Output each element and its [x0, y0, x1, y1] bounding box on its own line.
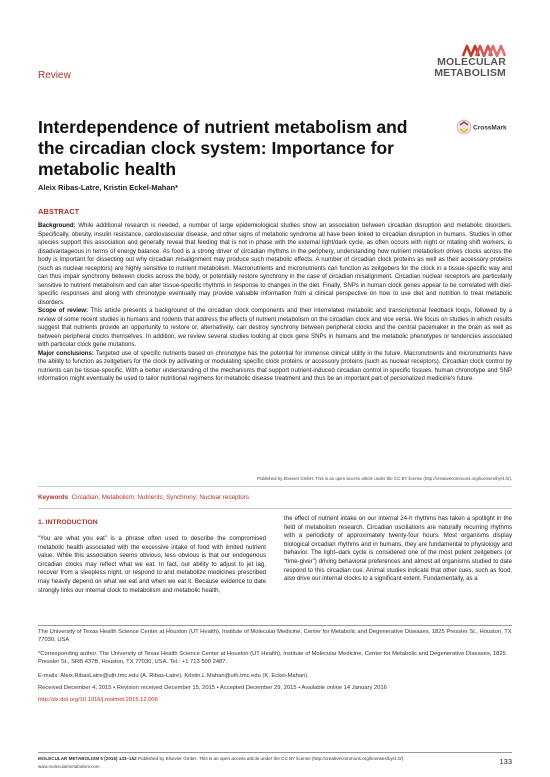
scope-text: This article presents a background of the circadian clock components and their interrelated metabolic and transcriptional feedback loops, followed by a review of some recent studies in humans and rodents that address the effects of nutrient metabolism on the circadian clock and vice versa. We focus on studies in which results suggest that nutrients provide an opportunity to restore or, alternatively, can destroy synchrony between peripheral clocks and the central pacemaker in the brain as well as between peripheral clocks themselves. In addition, we review several studies looking at clock gene SNPs in humans and the metabolic phenotypes or tendencies associated with particular clock gene mutations. [38, 307, 512, 348]
publication-note: Published by Elsevier GmbH. This is an open access article under the CC BY license (http://creativecommons.org/licenses/by/4.0/). [257, 476, 512, 481]
footer-license: Published by Elsevier GmbH. This is an open access article under the CC BY license (http://creativecommons.org/licenses/by/4.0/). [136, 756, 405, 761]
divider [38, 508, 512, 509]
introduction-heading: 1. INTRODUCTION [38, 519, 98, 526]
crossmark-icon [456, 119, 512, 135]
conclusions-text: Targeted use of specific nutrients based on chronotype has the potential for immense clinical utility in the future. Macronutrients and micronutrients have the ability to function as zeitgebers for the clock by activating or modulating specific clock proteins or accessory proteins (such as nuclear receptors). Circadian clock control by nutrients can be tissue-specific. With a better understanding of the mechanisms that support nutrient-induced circadian control in specific tissues, human chronotype and SNP information might eventually be used to tailor nutritional regimens for metabolic disease treatment and thus be an important part of personalized medicine's future. [38, 349, 513, 382]
author-emails[interactable]: E-mails: Aleix.RibasLatre@uth.tmc.edu (A. Ribas-Latre), Kristin.L.Mahan@uth.tmc.edu (K. Eckel-Mahan). [38, 673, 309, 679]
doi-link[interactable]: http://dx.doi.org/10.1016/j.molmet.2015.12.006 [38, 697, 158, 703]
keywords-line [38, 494, 512, 501]
divider [38, 486, 512, 487]
journal-logo [416, 44, 506, 79]
journal-website[interactable]: www.molecularmetabolism.com [38, 764, 100, 769]
introduction-right-column: the effect of nutrient intake on our internal 24-h rhythms has taken a spotlight in the field of metabolism research. Circadian oscillations are naturally recurring rhythms with a periodicity of approximately twenty-four hours. Most organisms display biological circadian rhythms and in humans, they are fundamental to physiology and behavior. The light–dark cycle is considered one of the most potent zeitgebers (or “time-giver”) driving behavioral preferences and almost all organisms studied to date respond to this circadian cue. Animal studies indicate that other cues, such as food, also drive our internal clocks to a significant extent. Fundamentally, as a [284, 515, 512, 583]
logo-line1: MOLECULAR [437, 56, 506, 68]
keywords-label: Keywords [38, 494, 69, 501]
abstract-heading: ABSTRACT [38, 207, 80, 216]
corresponding-author: *Corresponding author. The University of Texas Health Science Center at Houston (UT Health), Institute of Molecular Medicine, Center for Metabolic and Degenerative Diseases, 1825 Pressler St., SRB 437B, Houston, TX 77030, USA. Tel.: +1 713 500 2487. [38, 651, 506, 666]
keywords-list: Circadian; Metabolism; Nutrients; Synchrony; Nuclear receptors [71, 494, 250, 501]
journal-citation: MOLECULAR METABOLISM 5 (2016) 133–152 [38, 756, 137, 761]
affiliation: The University of Texas Health Science Center at Houston (UT Health), Institute of Molecular Medicine, Center for Metabolic and Degenerative Diseases, 1825 Pressler St., Houston, TX 77030, USA [38, 629, 512, 644]
introduction-left-column: “You are what you eat” is a phrase often used to describe the compromised metabolic health associated with the excessive intake of food with limited nutrient value. While this association seems obvious, less obvious is that our endogenous circadian clocks may reflect what we eat. In fact, our ability to adjust to jet lag, recover from a sleepless night, or respond to and metabolize medicines prescribed may heavily depend on what we eat and when we eat it. Because evidence to date strongly links our internal clock to metabolism and metabolic health, [38, 535, 266, 594]
article-title: Interdependence of nutrient metabolism and the circadian clock system: Importance for metabolic health [38, 117, 408, 179]
divider [38, 752, 512, 753]
logo-line2: METABOLISM [434, 67, 506, 79]
conclusions-label: Major conclusions: [38, 349, 94, 357]
abstract-background [38, 222, 512, 307]
background-text: While additional research is needed, a number of large epidemiological studies show an association between circadian disruption and metabolic disorders. Specifically, obesity, insulin resistance, cardiovascular disease, and other signs of metabolic syndrome all have been linked to circadian disruption in humans. Studies in other species support this association and generally reveal that feeding that is not in phase with the external light/dark cycle, as often occurs with night or rotating shift workers, is disadvantageous in terms of energy balance. As food is a strong driver of circadian rhythms in the periphery, understanding how nutrient metabolism drives clocks across the body is important for dissecting out why circadian misalignment may produce such metabolic effects. A number of circadian clock proteins as well as their accessory proteins (such as nuclear receptors) are highly sensitive to nutrient metabolism. Macronutrients and micronutrients can function as zeitgebers for the clock in a tissue-specific way and can thus impair synchrony between clocks across the body, or potentially restore synchrony in the case of circadian misalignment. Circadian nuclear receptors are particularly sensitive to nutrient metabolism and can alter tissue-specific rhythms in response to changes in the diet. Finally, SNPs in human clock genes appear to be correlated with diet-specific responses and along with chronotype eventually may provide valuable information from a clinical perspective on how to use diet and nutrition to treat metabolic disorders. [38, 222, 512, 306]
background-label: Background: [38, 222, 76, 229]
abstract-body [38, 222, 512, 384]
author-list: Aleix Ribas-Latre, Kristin Eckel-Mahan* [38, 183, 179, 192]
abstract-scope [38, 307, 512, 350]
section-label: Review [38, 70, 71, 81]
footer-line [38, 756, 512, 761]
scope-label: Scope of review: [38, 307, 89, 314]
abstract-conclusions [38, 350, 512, 384]
crossmark-label: CrossMark [473, 124, 507, 132]
crossmark-badge[interactable] [456, 119, 512, 135]
article-dates: Received December 4, 2015 • Revision received December 15, 2015 • Accepted December 29, 2015 • Available online 14 January 2016 [38, 685, 387, 691]
divider [38, 625, 512, 626]
page-number: 133 [499, 757, 512, 766]
